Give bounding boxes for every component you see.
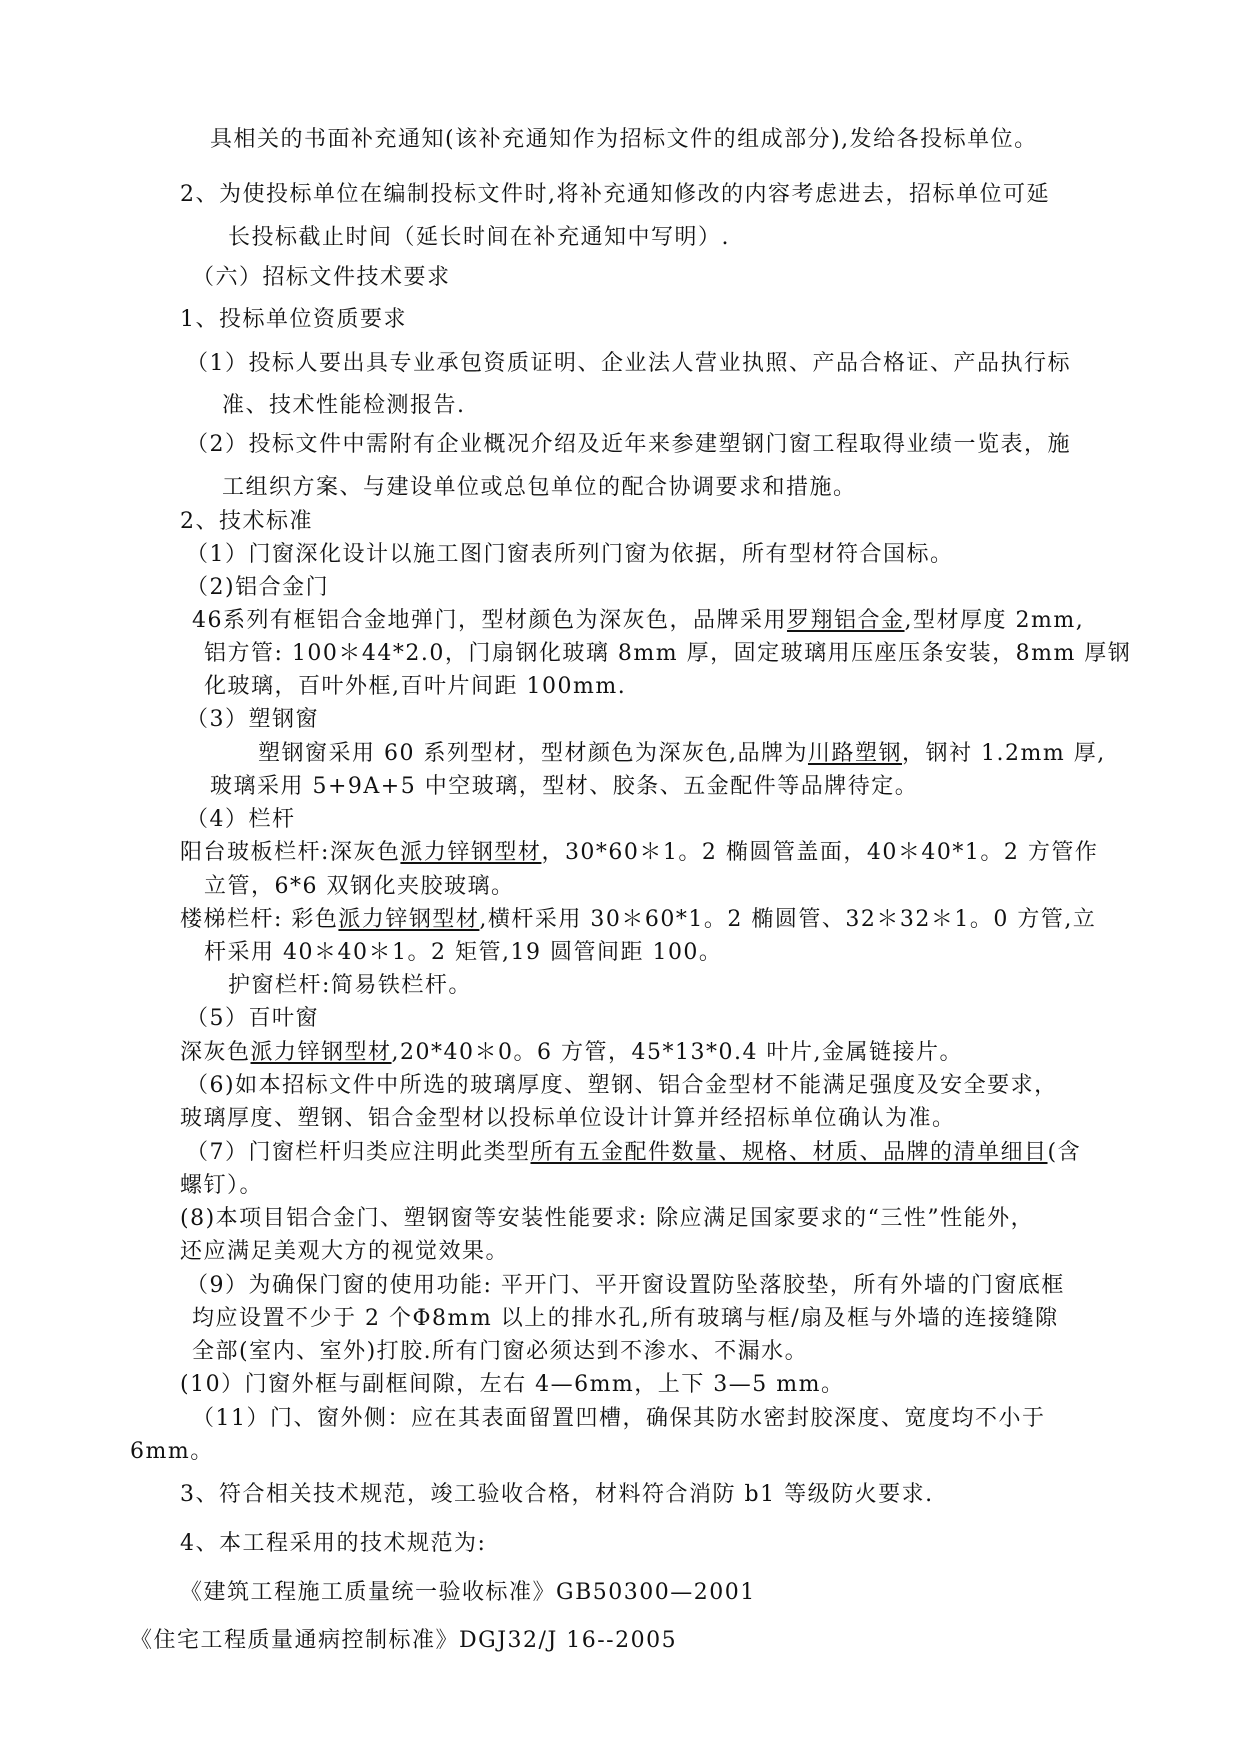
text-line: 2、为使投标单位在编制投标文件时,将补充通知修改的内容考虑进去，招标单位可延	[180, 182, 1050, 207]
text-line: （6)如本招标文件中所选的玻璃厚度、塑钢、铝合金型材不能满足强度及安全要求，	[186, 1073, 1058, 1098]
text-line: 6mm。	[130, 1439, 214, 1464]
item-heading: （5）百叶窗	[186, 1006, 319, 1031]
text-line: 均应设置不少于 2 个Φ8mm 以上的排水孔,所有玻璃与框/扇及框与外墙的连接缝隙	[192, 1306, 1059, 1331]
text-segment: 46系列有框铝合金地弹门，型材颜色为深灰色，品牌采用	[192, 608, 787, 633]
text-line: (10）门窗外框与副框间隙，左右 4—6mm，上下 3—5 mm。	[180, 1372, 845, 1397]
text-line	[180, 839, 1098, 867]
text-line: 还应满足美观大方的视觉效果。	[180, 1239, 510, 1264]
text-line	[258, 740, 1106, 768]
text-line: 化玻璃，百叶外框,百叶片间距 100mm.	[204, 674, 627, 699]
text-segment: ,横杆采用 30＊60*1。2 椭圆管、32＊32＊1。0 方管,立	[479, 907, 1097, 932]
standard-reference: 《建筑工程施工质量统一验收标准》GB50300—2001	[180, 1580, 756, 1605]
text-segment: 深灰色	[180, 1040, 251, 1065]
text-segment: 楼梯栏杆: 彩色	[180, 907, 339, 932]
text-segment: ，钢衬 1.2mm 厚,	[902, 741, 1106, 766]
text-line: （1）门窗深化设计以施工图门窗表所列门窗为依据，所有型材符合国标。	[186, 542, 954, 567]
text-line: (8)本项目铝合金门、塑钢窗等安装性能要求: 除应满足国家要求的“三性”性能外，	[180, 1206, 1035, 1231]
text-line: 具相关的书面补充通知(该补充通知作为招标文件的组成部分),发给各投标单位。	[210, 127, 1038, 152]
item-heading: （3）塑钢窗	[186, 707, 319, 732]
text-line: 护窗栏杆:简易铁栏杆。	[228, 973, 472, 998]
text-line: 工组织方案、与建设单位或总包单位的配合协调要求和措施。	[222, 475, 857, 500]
text-line: 长投标截止时间（延长时间在补充通知中写明）.	[228, 225, 730, 250]
brand-name: 罗翔铝合金	[787, 608, 905, 633]
text-line: 玻璃采用 5+9A+5 中空玻璃，型材、胶条、五金配件等品牌待定。	[210, 774, 919, 799]
standard-reference: 《住宅工程质量通病控制标准》DGJ32/J 16--2005	[130, 1628, 678, 1653]
text-segment: 塑钢窗采用 60 系列型材，型材颜色为深灰色,品牌为	[258, 741, 808, 766]
text-segment: 阳台玻板栏杆:深灰色	[180, 840, 401, 865]
subsection-heading: 2、技术标准	[180, 509, 313, 534]
text-line: 3、符合相关技术规范，竣工验收合格，材料符合消防 b1 等级防火要求.	[180, 1482, 934, 1507]
text-line: （11）门、窗外侧：应在其表面留置凹槽，确保其防水密封胶深度、宽度均不小于	[192, 1406, 1046, 1431]
section-heading: （六）招标文件技术要求	[192, 265, 451, 290]
item-heading: （4）栏杆	[186, 807, 296, 832]
text-segment: ,20*40＊0。6 方管，45*13*0.4 叶片,金属链接片。	[391, 1040, 963, 1065]
brand-name: 派力锌钢型材	[338, 907, 480, 932]
text-line: 铝方管: 100＊44*2.0，门扇钢化玻璃 8mm 厚，固定玻璃用压座压条安装，8mm 厚钢	[204, 641, 1132, 666]
text-segment: (含	[1047, 1140, 1082, 1165]
text-line: 立管，6*6 双钢化夹胶玻璃。	[204, 874, 515, 899]
text-line	[180, 1039, 963, 1067]
brand-name: 派力锌钢型材	[400, 840, 542, 865]
text-line: （1）投标人要出具专业承包资质证明、企业法人营业执照、产品合格证、产品执行标	[186, 351, 1071, 376]
underlined-text: 所有五金配件数量、规格、材质、品牌的清单细目	[530, 1140, 1048, 1165]
text-line: 4、本工程采用的技术规范为:	[180, 1531, 487, 1556]
text-line	[180, 906, 1096, 934]
text-line: 杆采用 40＊40＊1。2 矩管,19 圆管间距 100。	[204, 940, 723, 965]
text-line: 全部(室内、室外)打胶.所有门窗必须达到不渗水、不漏水。	[192, 1339, 809, 1364]
text-segment: ，30*60＊1。2 椭圆管盖面，40＊40*1。2 方管作	[541, 840, 1099, 865]
brand-name: 派力锌钢型材	[250, 1040, 392, 1065]
text-segment: ,型材厚度 2mm,	[904, 608, 1085, 633]
text-line: 准、技术性能检测报告.	[222, 393, 466, 418]
text-line: （9）为确保门窗的使用功能: 平开门、平开窗设置防坠落胶垫，所有外墙的门窗底框	[186, 1273, 1065, 1298]
text-line: 螺钉）。	[180, 1173, 264, 1198]
brand-name: 川路塑钢	[807, 741, 902, 766]
item-heading: （2)铝合金门	[186, 575, 330, 600]
text-line	[192, 607, 1084, 635]
subsection-heading: 1、投标单位资质要求	[180, 307, 407, 332]
text-line: （2）投标文件中需附有企业概况介绍及近年来参建塑钢门窗工程取得业绩一览表，施	[186, 432, 1071, 457]
text-line: 玻璃厚度、塑钢、铝合金型材以投标单位设计计算并经招标单位确认为准。	[180, 1106, 956, 1131]
text-line	[186, 1139, 1081, 1167]
text-segment: （7）门窗栏杆归类应注明此类型	[186, 1140, 531, 1165]
